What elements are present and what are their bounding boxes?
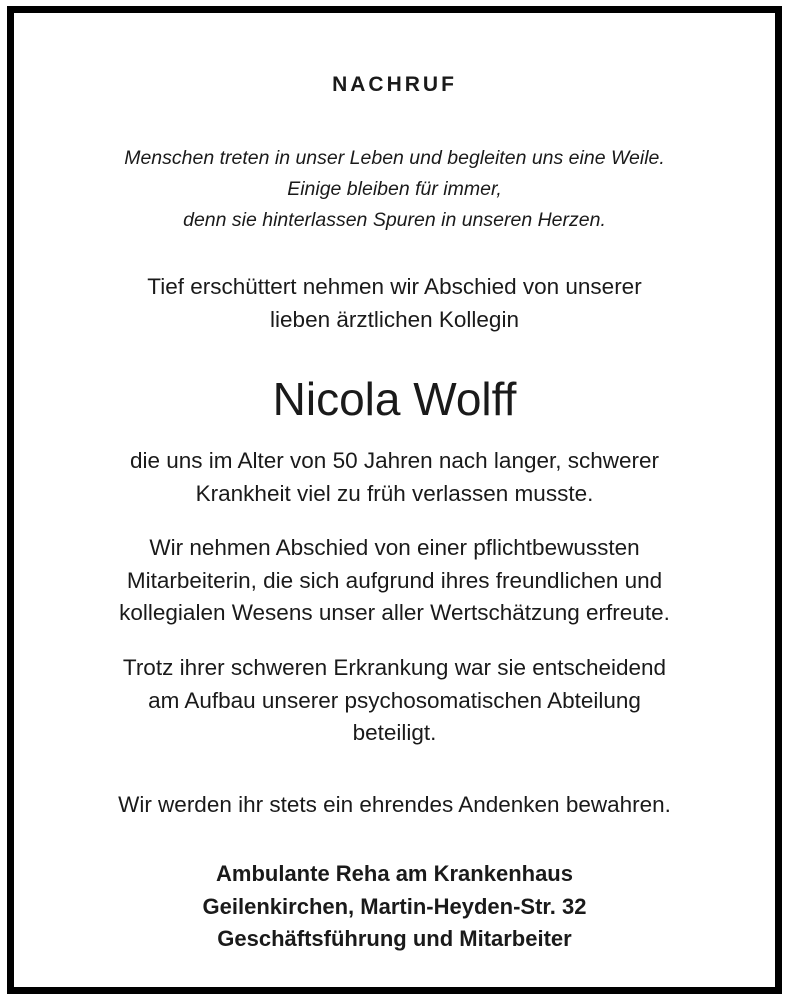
obituary-heading: NACHRUF (332, 73, 457, 96)
poem-line: Menschen treten in unser Leben und begleiten uns eine Weile. (124, 147, 665, 169)
closing-text: Wir werden ihr stets ein ehrendes Andenken bewahren. (118, 792, 671, 817)
signature-line: Geschäftsführung und Mitarbeiter (217, 926, 572, 951)
poem-block (14, 143, 775, 236)
paragraph-contribution (14, 652, 775, 750)
signature-line: Ambulante Reha am Krankenhaus (216, 861, 573, 886)
paragraph-line: Wir nehmen Abschied von einer pflichtbewussten (149, 535, 640, 560)
age-line: die uns im Alter von 50 Jahren nach langer, schwerer (129, 448, 660, 473)
poem-line: denn sie hinterlassen Spuren in unseren Herzen. (183, 209, 606, 231)
paragraph-line: beteiligt. (352, 720, 437, 745)
deceased-name: Nicola Wolff (272, 373, 517, 425)
paragraph-line: am Aufbau unserer psychosomatischen Abteilung (148, 687, 641, 713)
intro-line: Tief erschüttert nehmen wir Abschied von unserer (147, 274, 642, 299)
paragraph-line: Trotz ihrer schweren Erkrankung war sie entscheidend (122, 655, 667, 680)
signature-block (14, 858, 775, 956)
paragraph-tribute (14, 532, 775, 630)
intro-text (14, 271, 775, 336)
paragraph-line: Mitarbeiterin, die sich aufgrund ihres freundlichen und (126, 567, 663, 593)
intro-line: lieben ärztlichen Kollegin (270, 306, 519, 332)
age-line: Krankheit viel zu früh verlassen musste. (195, 480, 594, 506)
obituary-frame (7, 6, 782, 994)
signature-line: Geilenkirchen, Martin-Heyden-Str. 32 (202, 893, 587, 919)
paragraph-line: kollegialen Wesens unser aller Wertschätzung erfreute. (119, 600, 670, 625)
poem-line: Einige bleiben für immer, (287, 178, 502, 200)
age-text (14, 445, 775, 510)
